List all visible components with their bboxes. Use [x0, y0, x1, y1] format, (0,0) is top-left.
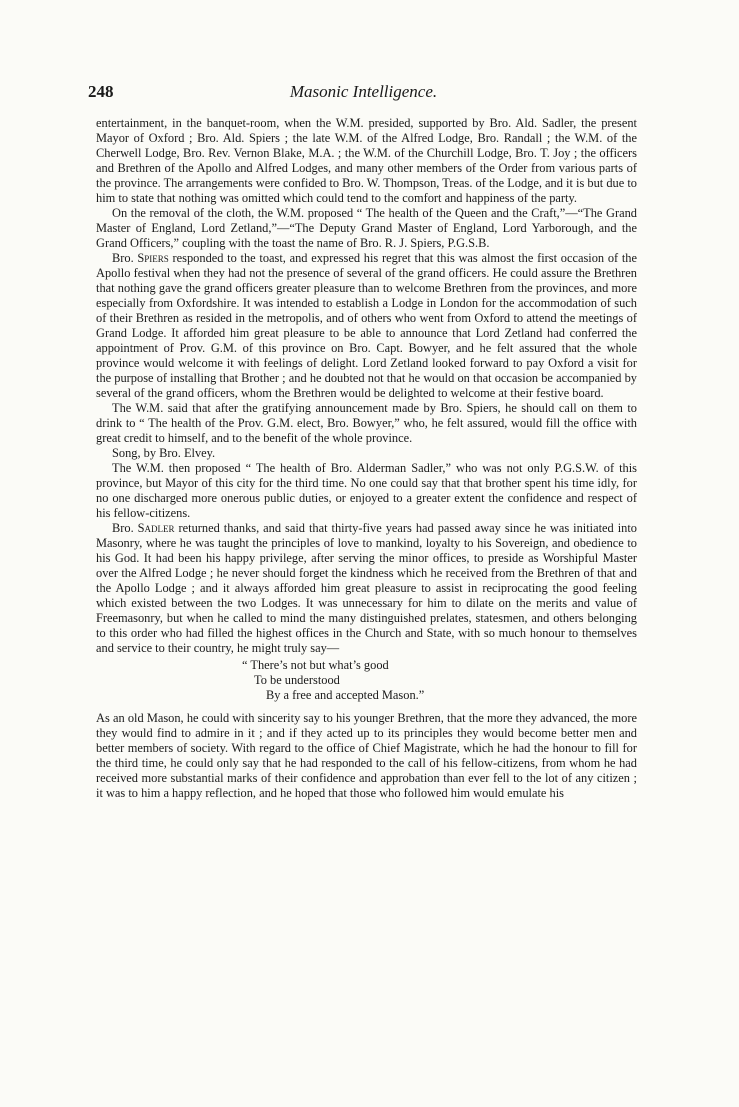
- paragraph: Song, by Bro. Elvey.: [112, 446, 216, 460]
- paragraph: As an old Mason, he could with sincerity say to his younger Brethren, that the more they advanced, the more they would find to admire in it ; and if they acted up to its principles they would become better men and better members of society. With regard to the office of Chief Magistrate, which he had the honour to fill for the third time, he could only say that he had responded to the call of his fellow-citizens, from whom he had received more substantial marks of their confidence and approbation than ever fell to the lot of any citizen ; it was to him a happy reflection, and he hoped that those who followed him would emulate his: [96, 711, 637, 800]
- paragraph: entertainment, in the banquet-room, when the W.M. presided, supported by Bro. Ald. Sadler, the present Mayor of Oxford ; Bro. Ald. Spiers ; the late W.M. of the Alfred Lodge, Bro. Randall ; the W.M. of the Cherwell Lodge, Bro. Rev. Vernon Blake, M.A. ; the W.M. of the Churchill Lodge, Bro. T. Joy ; the officers and Brethren of the Apollo and Alfred Lodges, and many other members of the Order from various parts of the province. The arrangements were confided to Bro. W. Thompson, Treas. of the Lodge, and it is but due to him to state that nothing was omitted which could tend to the comfort and happiness of the party.: [96, 116, 637, 205]
- paragraph-lead: Bro.: [112, 251, 138, 265]
- paragraph-text: returned thanks, and said that thirty-five years had passed away since he was initiated into Masonry, where he was taught the principles of love to mankind, loyalty to his Sovereign, and obedience to his God. It had been his happy privilege, after serving the minor offices, to preside as Worshipful Master over the Alfred Lodge ; he never should forget the kindness which he received from the Brethren of that and the Apollo Lodge ; and it always afforded him great pleasure to assist in reciprocating the good feeling which existed between the two Lodges. It was unnecessary for him to dilate on the merits and value of Freemasonry, but when he called to mind the many distinguished prelates, statesmen, and others belonging to this order who had filled the highest offices in the Church and State, with so much honour to themselves and service to their country, he might truly say—: [96, 521, 637, 655]
- speaker-name: Sadler: [137, 521, 175, 535]
- paragraph: The W.M. then proposed “ The health of Bro. Alderman Sadler,” who was not only P.G.S.W. of this province, but Mayor of this city for the third time. No one could say that that brother spent his time idly, for no one discharged more onerous public duties, or enjoyed to a greater extent the confidence and respect of his fellow-citizens.: [96, 461, 637, 520]
- paragraph: [96, 251, 637, 401]
- page-header: [88, 82, 639, 104]
- article-body: [96, 116, 637, 801]
- verse-quote: [242, 658, 637, 703]
- paragraph: [96, 521, 637, 656]
- paragraph-lead: Bro.: [112, 521, 138, 535]
- verse-line: To be understood: [254, 673, 340, 687]
- paragraph: The W.M. said that after the gratifying announcement made by Bro. Spiers, he should call on them to drink to “ The health of the Prov. G.M. elect, Bro. Bowyer,” who, he felt assured, would fill the office with great credit to himself, and to the benefit of the whole province.: [96, 401, 637, 445]
- paragraph-text: responded to the toast, and expressed his regret that this was almost the first occasion of the Apollo festival when they had not the presence of several of the grand officers. He could assure the Brethren that nothing gave the grand officers greater pleasure than to welcome Brethren from the provinces, and more especially from Oxfordshire. It was intended to establish a Lodge in London for the accommodation of such of their Brethren as resided in the metropolis, and of others who went from Oxford to attend the meetings of Grand Lodge. It afforded him great pleasure to be able to announce that Lord Zetland had conferred the appointment of Prov. G.M. of this province on Bro. Capt. Bowyer, and he felt assured that the whole province would welcome it with feelings of delight. Lord Zetland looked forward to pay Oxford a visit for the purpose of installing that Brother ; and he doubted not that he would on that occasion be accompanied by several of the grand officers, whom the Brethren would be delighted to welcome at their festive board.: [96, 251, 637, 400]
- speaker-name: Spiers: [137, 251, 169, 265]
- verse-line: “ There’s not but what’s good: [242, 658, 389, 672]
- paragraph: On the removal of the cloth, the W.M. proposed “ The health of the Queen and the Craft,”—“The Grand Master of England, Lord Zetland,”—“The Deputy Grand Master of England, Lord Yarborough, and the Grand Officers,” coupling with the toast the name of Bro. R. J. Spiers, P.G.S.B.: [96, 206, 637, 250]
- page-number: 248: [88, 82, 114, 101]
- verse-line: By a free and accepted Mason.”: [266, 688, 425, 702]
- running-title: Masonic Intelligence.: [289, 82, 438, 101]
